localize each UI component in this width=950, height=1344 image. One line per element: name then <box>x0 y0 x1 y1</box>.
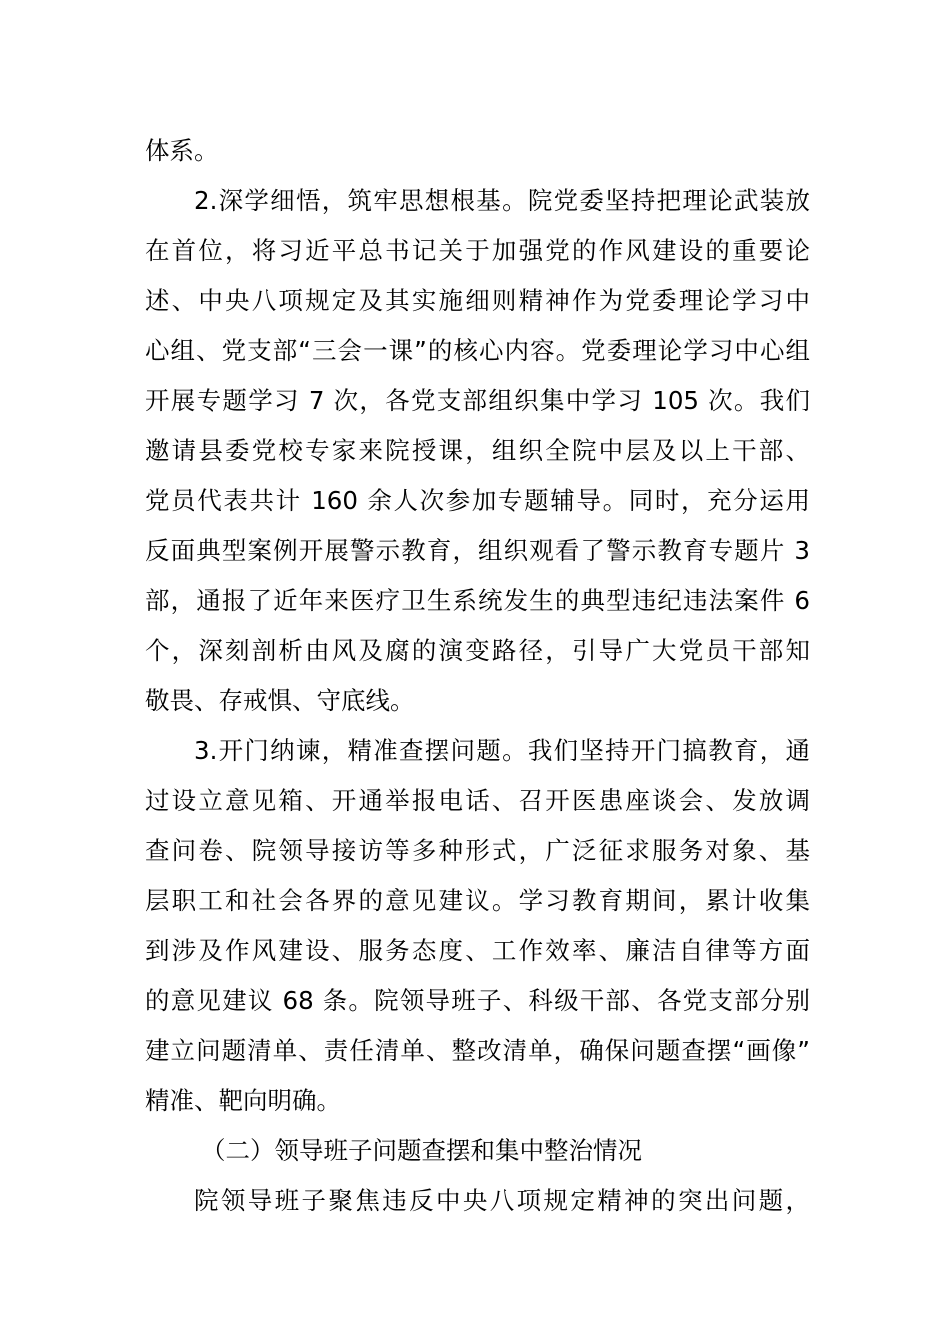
text-line: 反面典型案例开展警示教育，组织观看了警示教育专题片 3 <box>145 536 810 565</box>
text-line: 建立问题清单、责任清单、整改清单，确保问题查摆“画像” <box>145 1036 810 1065</box>
text-line: 在首位，将习近平总书记关于加强党的作风建设的重要论 <box>145 236 810 265</box>
text-line: 开展专题学习 7 次，各党支部组织集中学习 105 次。我们 <box>145 386 810 415</box>
text-line: 到涉及作风建设、服务态度、工作效率、廉洁自律等方面 <box>145 936 810 965</box>
text-line: 3.开门纳谏，精准查摆问题。我们坚持开门搞教育，通 <box>194 736 810 765</box>
text-line: 体系。 <box>145 136 219 165</box>
body-text <box>145 126 810 1226</box>
text-line: 部，通报了近年来医疗卫生系统发生的典型违纪违法案件 6 <box>145 586 810 615</box>
text-line: 精准、靶向明确。 <box>145 1086 341 1115</box>
text-line: 敬畏、存戒惧、守底线。 <box>145 686 415 715</box>
text-line: 院领导班子聚焦违反中央八项规定精神的突出问题， <box>194 1186 810 1215</box>
text-line: 2.深学细悟，筑牢思想根基。院党委坚持把理论武装放 <box>194 186 810 215</box>
text-line: 个，深刻剖析由风及腐的演变路径，引导广大党员干部知 <box>145 636 810 665</box>
text-line: 查问卷、院领导接访等多种形式，广泛征求服务对象、基 <box>145 836 810 865</box>
text-line: 的意见建议 68 条。院领导班子、科级干部、各党支部分别 <box>145 986 810 1015</box>
text-line: 层职工和社会各界的意见建议。学习教育期间，累计收集 <box>145 886 810 915</box>
section-heading: （二）领导班子问题查摆和集中整治情况 <box>201 1136 642 1165</box>
text-line: 心组、党支部“三会一课”的核心内容。党委理论学习中心组 <box>145 336 810 365</box>
text-line: 述、中央八项规定及其实施细则精神作为党委理论学习中 <box>145 286 810 315</box>
text-line: 党员代表共计 160 余人次参加专题辅导。同时，充分运用 <box>145 486 810 515</box>
text-line: 邀请县委党校专家来院授课，组织全院中层及以上干部、 <box>145 436 810 465</box>
text-line: 过设立意见箱、开通举报电话、召开医患座谈会、发放调 <box>145 786 810 815</box>
